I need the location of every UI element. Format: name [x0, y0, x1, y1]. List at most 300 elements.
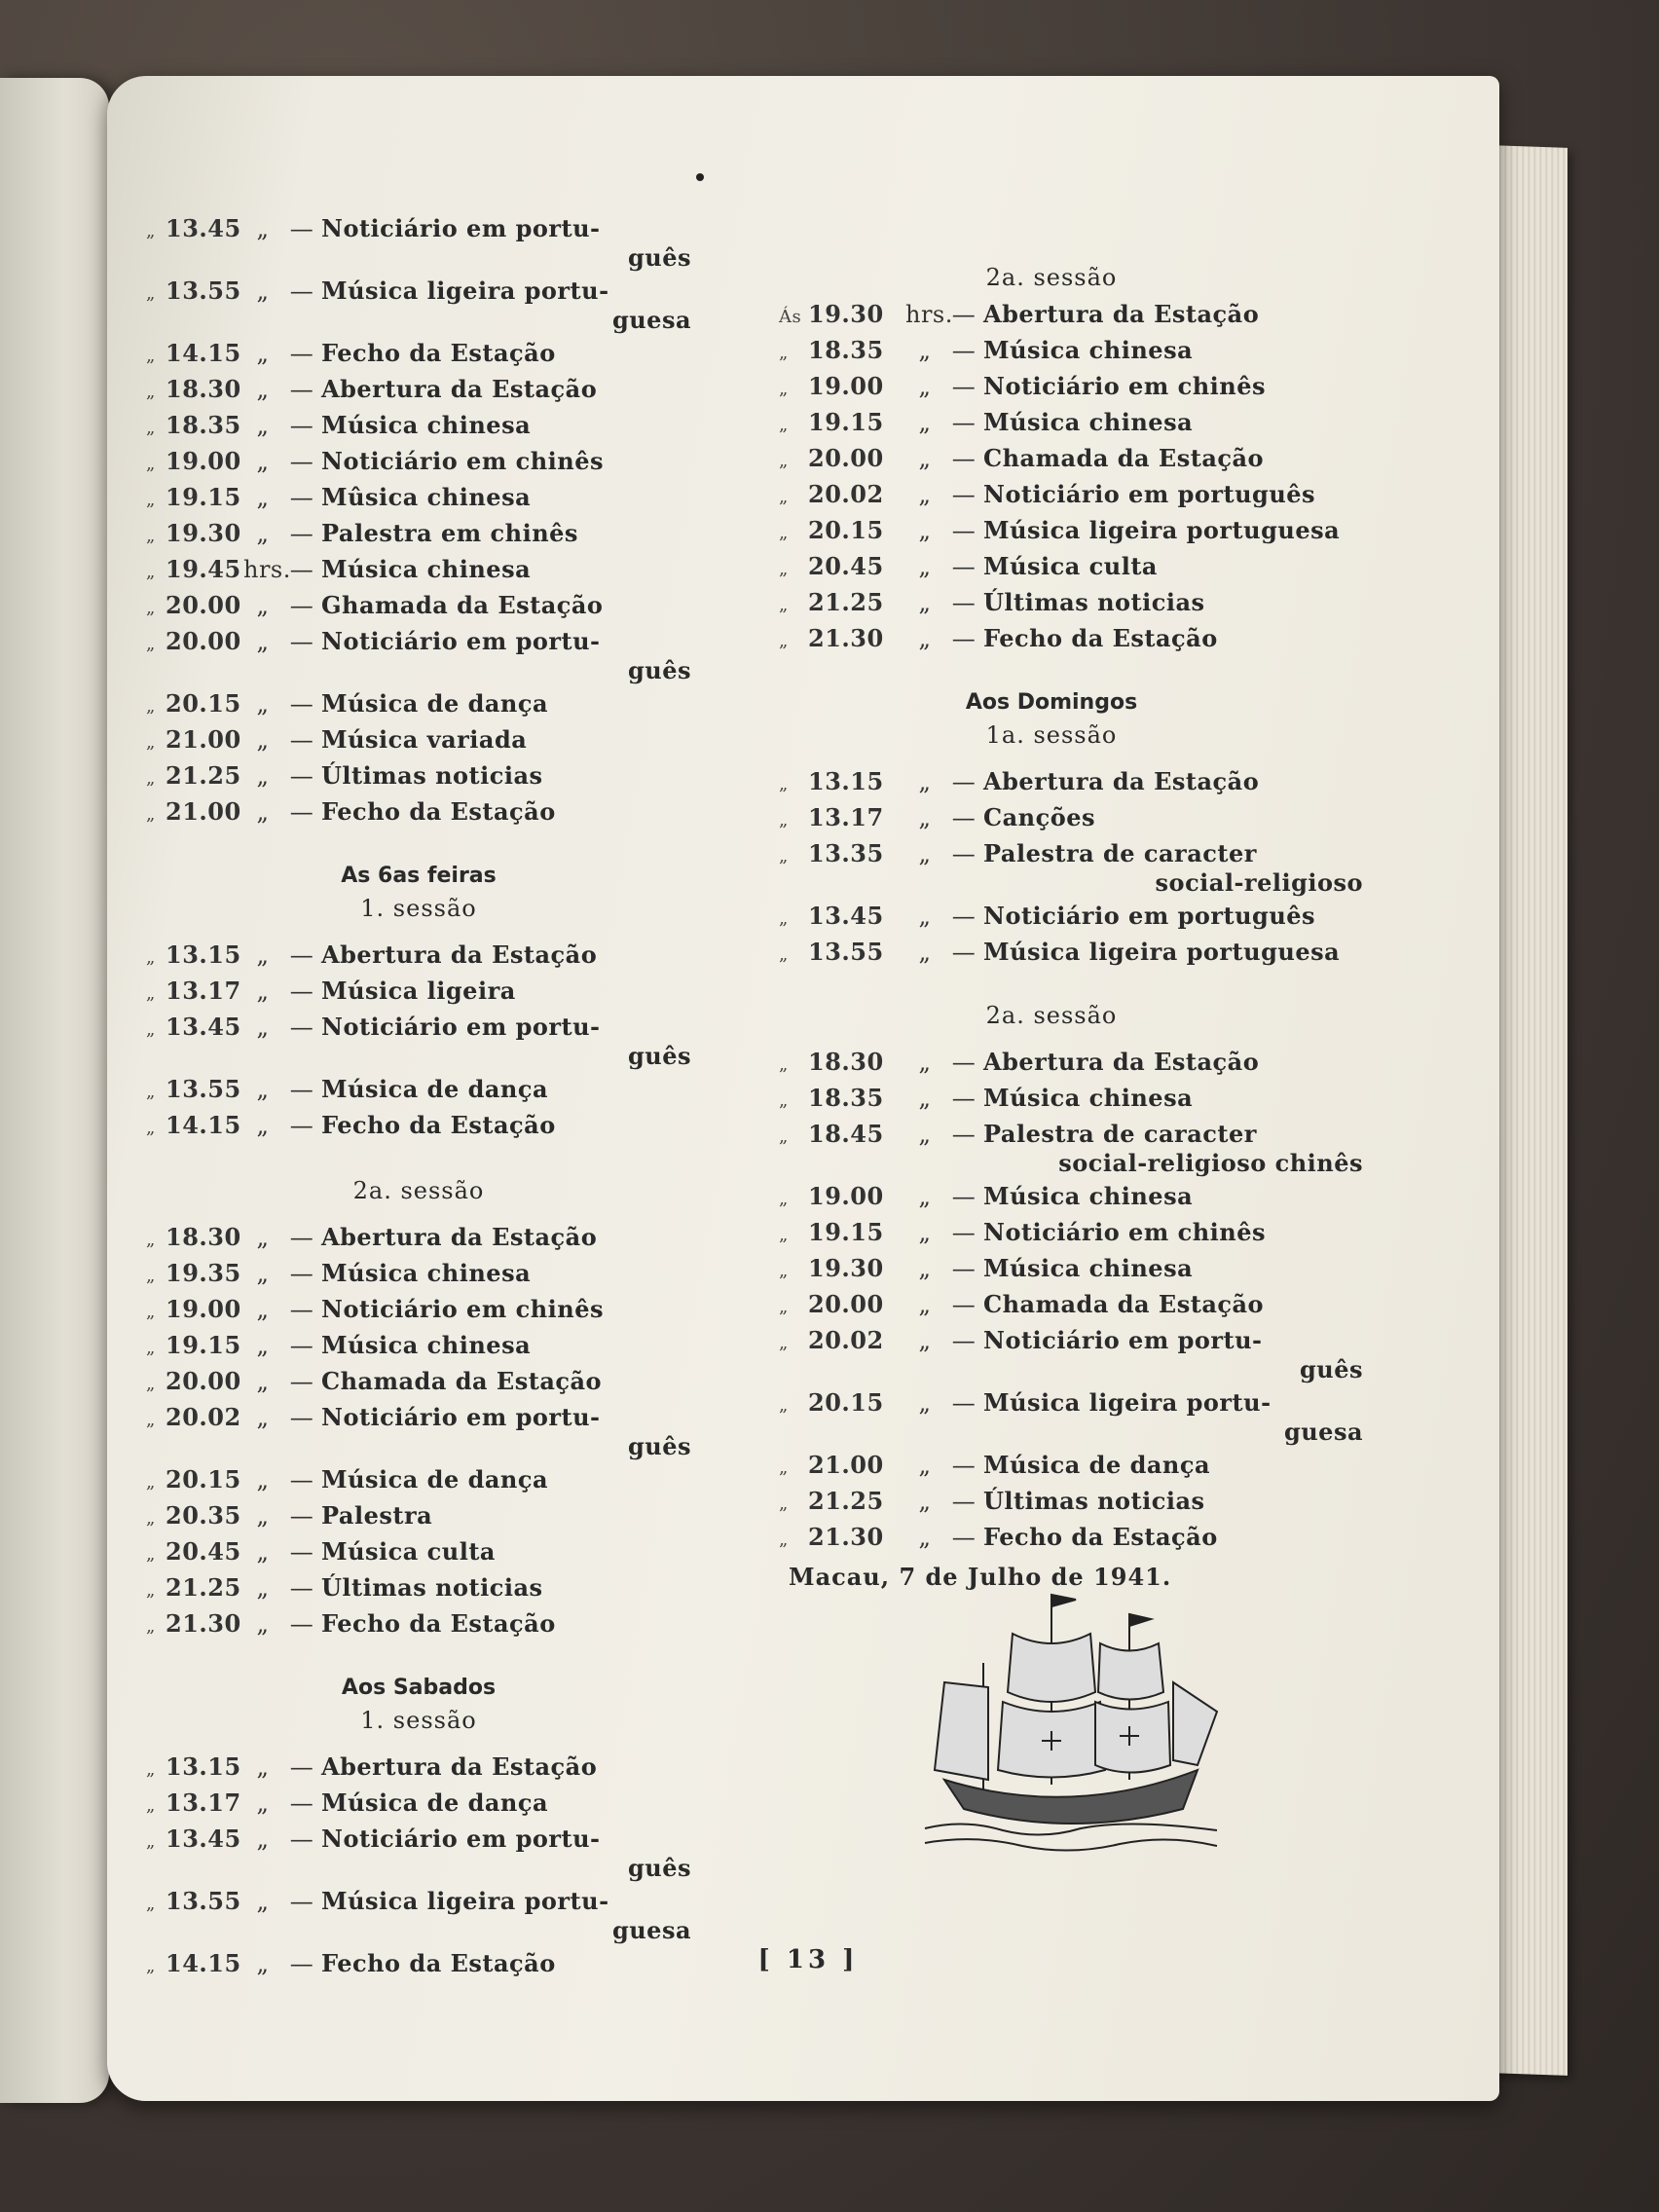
program-continuation: social-religioso: [1155, 868, 1363, 897]
row-dash: —: [289, 941, 314, 969]
row-dash: —: [951, 589, 977, 616]
row-dash: —: [289, 1950, 314, 1977]
row-dash: —: [951, 903, 977, 930]
row-program: [321, 1329, 691, 1362]
row-dash: —: [951, 1327, 977, 1354]
row-dash: —: [951, 1488, 977, 1515]
ditto-mark: „: [146, 1616, 156, 1637]
row-time: 18.45: [808, 1120, 884, 1148]
row-dash: —: [951, 1121, 977, 1148]
row-program: [321, 939, 691, 972]
row-dash: —: [289, 1789, 314, 1817]
book-page: [107, 76, 1499, 2101]
row-program: [983, 1324, 1363, 1386]
ditto-mark: „: [146, 696, 156, 717]
program-text: Fecho da Estação: [983, 624, 1218, 652]
row-time: 13.15: [166, 940, 241, 969]
row-mark: „: [918, 768, 932, 795]
program-text: Noticiário em portu-: [321, 627, 601, 655]
program-text: Noticiário em chinês: [983, 1218, 1266, 1246]
schedule-row: [146, 445, 691, 481]
program-text: Chamada da Estação: [983, 1290, 1265, 1318]
schedule-row: [779, 837, 1363, 900]
schedule-row: [146, 1221, 691, 1257]
row-dash: —: [289, 977, 314, 1005]
ditto-mark: „: [146, 1831, 156, 1852]
row-program: [321, 1535, 691, 1568]
row-mark: „: [256, 412, 270, 439]
row-program: [983, 1521, 1363, 1554]
row-program: [321, 1293, 691, 1326]
program-continuation: guês: [627, 656, 691, 684]
schedule-row: [146, 1571, 691, 1607]
row-program: [321, 212, 691, 275]
row-time: 19.00: [166, 1295, 241, 1323]
row-dash: —: [289, 1538, 314, 1566]
row-mark: „: [256, 1112, 270, 1139]
row-time: 20.00: [166, 591, 241, 619]
row-mark: „: [918, 1452, 932, 1479]
row-time: 13.15: [166, 1752, 241, 1781]
row-program: [321, 975, 691, 1008]
ditto-mark: „: [779, 1395, 789, 1416]
schedule-row: [146, 275, 691, 337]
row-dash: —: [289, 412, 314, 439]
ditto-mark: „: [779, 451, 789, 471]
row-program: [321, 723, 691, 756]
row-dash: —: [951, 1524, 977, 1551]
row-dash: —: [289, 1260, 314, 1287]
ditto-mark: „: [779, 944, 789, 965]
row-mark: „: [918, 517, 932, 544]
row-mark: „: [918, 804, 932, 831]
schedule-block-sun-1: [779, 765, 1363, 972]
program-text: Noticiário em portu-: [983, 1326, 1263, 1354]
row-mark: „: [256, 762, 270, 790]
row-dash: —: [951, 517, 977, 544]
row-program: [983, 334, 1363, 367]
ditto-mark: „: [146, 634, 156, 654]
row-mark: „: [918, 939, 932, 966]
row-mark: „: [256, 592, 270, 619]
row-mark: „: [918, 337, 932, 364]
row-dash: —: [951, 1291, 977, 1318]
schedule-row: [146, 1011, 691, 1073]
schedule-row: [146, 589, 691, 625]
row-mark: „: [256, 1076, 270, 1103]
schedule-row: [146, 1293, 691, 1329]
schedule-row: [146, 1329, 691, 1365]
schedule-row: [146, 1365, 691, 1401]
ditto-mark: „: [779, 1297, 789, 1317]
row-program: [983, 1386, 1363, 1449]
row-program: [983, 370, 1363, 403]
schedule-block-sun-2: [779, 1046, 1363, 1557]
schedule-row: [146, 1607, 691, 1643]
program-text: Música de dança: [321, 1788, 549, 1817]
subheading-session-1: 1. sessão: [360, 895, 477, 922]
row-dash: —: [289, 1332, 314, 1359]
schedule-row: [779, 1288, 1363, 1324]
row-dash: —: [951, 1183, 977, 1210]
schedule-row: [779, 936, 1363, 972]
program-text: Música variada: [321, 725, 528, 754]
schedule-row: [146, 625, 691, 687]
program-continuation: guesa: [1283, 1418, 1363, 1446]
page-number: [ 13 ]: [757, 1945, 859, 1974]
program-text: Música chinesa: [983, 1182, 1194, 1210]
row-dash: —: [289, 1753, 314, 1781]
row-program: [983, 478, 1363, 511]
ditto-mark: „: [146, 1266, 156, 1286]
right-column: [779, 261, 1363, 1594]
row-dash: —: [951, 1085, 977, 1112]
ditto-mark: „: [146, 732, 156, 753]
row-program: [983, 550, 1363, 583]
row-time: 19.15: [808, 408, 884, 436]
program-text: Música chinesa: [321, 1259, 532, 1287]
ditto-mark: „: [779, 1333, 789, 1353]
row-time: 20.15: [166, 689, 241, 718]
program-text: Noticiário em portu-: [321, 214, 601, 242]
row-program: [983, 442, 1363, 475]
program-text: Abertura da Estação: [321, 940, 598, 969]
row-mark: „: [256, 1950, 270, 1977]
row-time: 19.00: [808, 372, 884, 400]
row-mark: „: [256, 520, 270, 547]
row-time: 14.15: [166, 1111, 241, 1139]
row-program: [983, 837, 1363, 900]
row-mark: „: [918, 589, 932, 616]
ditto-mark: „: [146, 1508, 156, 1529]
ink-dot: [696, 173, 704, 181]
row-dash: —: [951, 840, 977, 867]
row-program: [321, 1221, 691, 1254]
row-mark: „: [256, 1404, 270, 1431]
program-continuation: guesa: [611, 1916, 691, 1944]
program-text: Fecho da Estação: [321, 1111, 556, 1139]
ditto-mark: „: [146, 1230, 156, 1250]
row-mark: „: [256, 726, 270, 754]
program-text: Música chinesa: [321, 411, 532, 439]
program-continuation: guês: [1299, 1355, 1363, 1383]
row-program: [321, 1787, 691, 1820]
row-dash: —: [951, 337, 977, 364]
schedule-row: [779, 478, 1363, 514]
row-time: 13.55: [166, 1075, 241, 1103]
row-program: [321, 589, 691, 622]
row-program: [983, 801, 1363, 834]
program-text: Abertura da Estação: [321, 1752, 598, 1781]
program-text: Música chinesa: [321, 1331, 532, 1359]
program-text: Noticiário em português: [983, 902, 1316, 930]
row-mark: „: [256, 1538, 270, 1566]
row-program: [321, 337, 691, 370]
ditto-mark: „: [146, 454, 156, 474]
row-time: 21.00: [166, 725, 241, 754]
row-program: [983, 1216, 1363, 1249]
schedule-row: [779, 406, 1363, 442]
ditto-mark: „: [146, 983, 156, 1004]
program-text: Música de dança: [321, 689, 549, 718]
program-text: Música chinesa: [983, 408, 1194, 436]
schedule-block-1: [146, 212, 691, 831]
program-text: Música ligeira: [321, 977, 516, 1005]
row-mark: „: [918, 1183, 932, 1210]
row-time: 21.30: [166, 1609, 241, 1638]
row-time: 13.17: [808, 803, 884, 831]
row-program: [983, 1046, 1363, 1079]
row-dash: —: [951, 1255, 977, 1282]
row-program: [321, 1257, 691, 1290]
subheading-session-2: 2a. sessão: [352, 1177, 485, 1204]
row-program: [321, 1571, 691, 1604]
row-time: 13.45: [808, 902, 884, 930]
row-mark: „: [918, 1121, 932, 1148]
heading-saturdays: Aos Sabados: [341, 1676, 497, 1700]
row-mark: „: [256, 1014, 270, 1041]
row-program: [983, 1180, 1363, 1213]
row-program: [321, 687, 691, 720]
row-mark: „: [918, 373, 932, 400]
row-time: 21.00: [166, 797, 241, 826]
row-mark: „: [918, 409, 932, 436]
row-program: [983, 514, 1363, 547]
row-program: [321, 759, 691, 793]
ditto-mark: „: [146, 598, 156, 618]
row-program: [321, 1823, 691, 1885]
schedule-row: [779, 1216, 1363, 1252]
row-mark: „: [256, 1368, 270, 1395]
program-text: Música de dança: [321, 1465, 549, 1493]
program-text: Música chinesa: [321, 555, 532, 583]
program-text: Música ligeira portu-: [983, 1388, 1272, 1417]
schedule-row: [146, 1751, 691, 1787]
ditto-mark: „: [146, 1082, 156, 1102]
row-program: [983, 1449, 1363, 1482]
schedule-row: [779, 1521, 1363, 1557]
ditto-mark: „: [146, 1544, 156, 1565]
row-dash: —: [951, 804, 977, 831]
row-dash: —: [289, 520, 314, 547]
row-time: 20.15: [808, 1388, 884, 1417]
ditto-mark: „: [779, 846, 789, 866]
schedule-row: [779, 442, 1363, 478]
schedule-row: [779, 1046, 1363, 1082]
row-mark: „: [256, 340, 270, 367]
schedule-row: [146, 1463, 691, 1499]
ditto-mark: „: [146, 768, 156, 789]
schedule-row: [146, 1535, 691, 1571]
row-program: [321, 1011, 691, 1073]
program-text: Ghamada da Estação: [321, 591, 604, 619]
left-page-edge: [0, 78, 109, 2103]
schedule-row: [146, 553, 691, 589]
row-dash: —: [289, 277, 314, 305]
ditto-mark: „: [146, 221, 156, 241]
row-time: 18.35: [166, 411, 241, 439]
schedule-row: [779, 370, 1363, 406]
schedule-block-fri-1: [146, 939, 691, 1145]
schedule-row: [779, 801, 1363, 837]
ditto-mark: „: [146, 1956, 156, 1976]
ditto-mark: „: [779, 1457, 789, 1478]
schedule-row: [779, 1449, 1363, 1485]
row-dash: —: [289, 592, 314, 619]
ditto-mark: „: [779, 810, 789, 830]
program-text: Abertura da Estação: [983, 767, 1260, 795]
ditto-mark: „: [779, 908, 789, 929]
schedule-row: [146, 975, 691, 1011]
ditto-mark: „: [779, 487, 789, 507]
row-mark: „: [918, 481, 932, 508]
row-mark: „: [256, 1610, 270, 1638]
program-text: Fecho da Estação: [321, 797, 556, 826]
schedule-row: [146, 1787, 691, 1823]
row-time: 18.30: [808, 1048, 884, 1076]
program-text: Música de dança: [983, 1451, 1211, 1479]
program-text: Fecho da Estação: [983, 1523, 1218, 1551]
ditto-mark: „: [146, 1338, 156, 1358]
row-dash: —: [289, 1610, 314, 1638]
schedule-row: [146, 939, 691, 975]
row-dash: —: [289, 762, 314, 790]
ditto-mark: „: [146, 526, 156, 546]
program-text: Música ligeira portuguesa: [983, 938, 1341, 966]
row-mark: „: [256, 690, 270, 718]
program-text: Noticiário em portu-: [321, 1013, 601, 1041]
schedule-row: [146, 481, 691, 517]
row-dash: —: [289, 1112, 314, 1139]
row-program: [321, 1073, 691, 1106]
row-mark: „: [256, 798, 270, 826]
row-time: 19.45: [166, 555, 241, 583]
schedule-row: [146, 1823, 691, 1885]
row-time: 21.30: [808, 1523, 884, 1551]
row-mark: „: [256, 941, 270, 969]
program-text: Últimas noticias: [983, 588, 1205, 616]
row-time: 21.30: [808, 624, 884, 652]
program-text: Canções: [983, 803, 1096, 831]
row-program: [321, 1947, 691, 1980]
row-mark: „: [256, 1224, 270, 1251]
ditto-mark: „: [146, 1410, 156, 1430]
row-time: 20.15: [166, 1465, 241, 1493]
row-dash: —: [289, 215, 314, 242]
row-dash: —: [289, 484, 314, 511]
program-text: Últimas noticias: [321, 761, 543, 790]
row-time: 13.55: [808, 938, 884, 966]
row-dash: —: [289, 1404, 314, 1431]
row-program: [321, 409, 691, 442]
row-time: 18.35: [808, 1084, 884, 1112]
row-time: 20.00: [808, 444, 884, 472]
row-dash: —: [289, 1076, 314, 1103]
schedule-row: [146, 795, 691, 831]
program-text: Música culta: [321, 1537, 496, 1566]
ditto-mark: „: [779, 415, 789, 435]
schedule-row: [146, 1885, 691, 1947]
row-program: [321, 1463, 691, 1496]
row-dash: —: [289, 556, 314, 583]
program-text: Noticiário em chinês: [983, 372, 1266, 400]
ditto-mark: „: [146, 1580, 156, 1601]
program-text: Chamada da Estação: [983, 444, 1265, 472]
schedule-row: [779, 298, 1363, 334]
program-text: Palestra em chinês: [321, 519, 578, 547]
row-time: 19.30: [808, 1254, 884, 1282]
schedule-row: [146, 723, 691, 759]
ditto-mark: „: [779, 774, 789, 794]
program-text: Palestra de caracter: [983, 1120, 1257, 1148]
row-program: [983, 622, 1363, 655]
ditto-mark: „: [146, 1795, 156, 1816]
row-program: [321, 275, 691, 337]
ditto-mark: „: [146, 1472, 156, 1493]
program-text: Abertura da Estação: [321, 1223, 598, 1251]
row-dash: —: [951, 445, 977, 472]
schedule-row: [779, 622, 1363, 658]
schedule-row: [146, 1401, 691, 1463]
row-time: 19.35: [166, 1259, 241, 1287]
ditto-mark: „: [779, 1493, 789, 1514]
row-dash: —: [289, 1368, 314, 1395]
program-text: Música de dança: [321, 1075, 549, 1103]
schedule-row: [146, 687, 691, 723]
schedule-row: [779, 1485, 1363, 1521]
program-continuation: guês: [627, 243, 691, 272]
program-text: Música chinesa: [983, 1084, 1194, 1112]
row-mark: „: [918, 1219, 932, 1246]
row-mark: „: [918, 445, 932, 472]
schedule-row: [779, 550, 1363, 586]
row-time: 19.00: [166, 447, 241, 475]
row-mark: „: [918, 625, 932, 652]
row-mark: „: [256, 376, 270, 403]
row-dash: —: [951, 1452, 977, 1479]
row-program: [321, 1607, 691, 1641]
program-text: Noticiário em português: [983, 480, 1316, 508]
row-program: [983, 936, 1363, 969]
program-continuation: guês: [627, 1854, 691, 1882]
row-time: 20.35: [166, 1501, 241, 1530]
row-program: [983, 1082, 1363, 1115]
row-mark: „: [256, 448, 270, 475]
program-text: Fecho da Estação: [321, 1949, 556, 1977]
row-mark: „: [256, 277, 270, 305]
schedule-row: [146, 212, 691, 275]
left-column: [146, 212, 691, 1983]
schedule-row: [146, 373, 691, 409]
row-mark: „: [918, 1327, 932, 1354]
row-time: 13.17: [166, 977, 241, 1005]
row-mark: „: [256, 1466, 270, 1493]
schedule-row: [779, 1118, 1363, 1180]
program-text: Abertura da Estação: [321, 375, 598, 403]
row-dash: —: [951, 625, 977, 652]
schedule-row: [146, 1499, 691, 1535]
row-program: [983, 1288, 1363, 1321]
row-mark: „: [918, 1255, 932, 1282]
row-mark: „: [918, 1085, 932, 1112]
program-text: Palestra: [321, 1501, 433, 1530]
row-time: 20.00: [808, 1290, 884, 1318]
ditto-mark: „: [146, 804, 156, 825]
ditto-mark: „: [146, 1759, 156, 1780]
program-continuation: guesa: [611, 306, 691, 334]
row-program: [321, 553, 691, 586]
row-dash: —: [289, 628, 314, 655]
